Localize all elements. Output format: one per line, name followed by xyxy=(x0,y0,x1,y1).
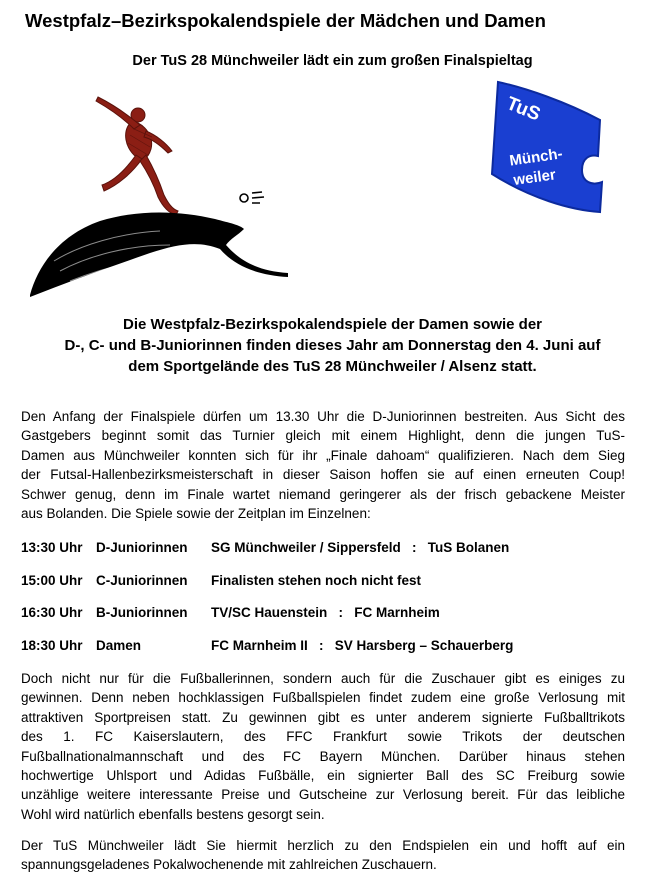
schedule-match: SG Münchweiler / Sippersfeld : TuS Bolanen xyxy=(211,540,510,555)
schedule-time: 18:30 Uhr xyxy=(21,638,83,653)
logo-text-muench: Münch- xyxy=(508,145,564,170)
logo-text-weiler: weiler xyxy=(512,166,557,190)
prizes-line: Fußballnationalmannschaft und des FC Bayern München. Darüber hinaus stehen xyxy=(21,748,625,764)
announcement xyxy=(0,314,665,377)
schedule-team: D-Juniorinnen xyxy=(96,540,188,555)
schedule-match: FC Marnheim II : SV Harsberg – Schauerberg xyxy=(211,638,514,653)
schedule-time: 16:30 Uhr xyxy=(21,605,83,620)
intro-line: Den Anfang der Finalspiele dürfen um 13.30 Uhr die D-Juniorinnen bestreiten. Aus Sicht des xyxy=(21,409,625,424)
intro-line: der Futsal-Hallenbezirksmeisterschaft in dieser Saison hoffen sie auf einen erneuten Coup! xyxy=(21,467,625,483)
logo-text-tus: TuS xyxy=(503,93,544,126)
prizes-line: Wohl wird natürlich ebenfalls bestens gesorgt sein. xyxy=(21,806,325,822)
intro-line: Damen aus Münchweiler konnten sich für ihr „Finale dahoam“ qualifizieren. Nach dem Sieg xyxy=(21,447,625,463)
schedule-row xyxy=(21,638,641,656)
club-logo xyxy=(486,78,604,216)
schedule-time: 15:00 Uhr xyxy=(21,573,83,588)
prizes-line: des 1. FC Kaiserslautern, des FFC Frankfurt sowie Trikots der deutschen xyxy=(21,729,625,745)
closing-line: spannungsgeladenes Pokalwochenende mit zahlreichen Zuschauern. xyxy=(21,857,437,873)
intro-line: aus Bolanden. Die Spiele sowie der Zeitplan im Einzelnen: xyxy=(21,505,371,521)
intro-line: Gastgebers beginnt somit das Turnier gleich mit einem Highlight, denn die jungen TuS- xyxy=(21,428,625,444)
schedule-row xyxy=(21,573,641,591)
schedule-match: Finalisten stehen noch nicht fest xyxy=(211,573,422,588)
prizes-paragraph xyxy=(21,669,625,824)
closing-line: Der TuS Münchweiler lädt Sie hiermit herzlich zu den Endspielen ein und hofft auf ein xyxy=(21,838,625,853)
schedule-time: 13:30 Uhr xyxy=(21,540,83,555)
schedule-row xyxy=(21,540,641,558)
prizes-line: hochwertige Uhlsport und Adidas Fußbälle, ein signierter Ball des SC Freiburg sowie xyxy=(21,767,625,783)
intro-line: Schwer genug, denn im Finale wartet niemand geringerer als der frisch gebackene Meister xyxy=(21,486,625,502)
schedule-row xyxy=(21,605,641,623)
page-title: Westpfalz–Bezirkspokalendspiele der Mädchen und Damen xyxy=(25,10,546,31)
schedule-team: C-Juniorinnen xyxy=(96,573,188,588)
closing-paragraph xyxy=(21,836,625,875)
prizes-line: unzählige weitere interessante Preise und Gutscheine zur Verlosung bereit. Für das leibliche xyxy=(21,787,625,803)
schedule-match: TV/SC Hauenstein : FC Marnheim xyxy=(211,605,440,620)
announcement-line: dem Sportgelände des TuS 28 Münchweiler / Alsenz statt. xyxy=(128,358,537,375)
page-subtitle: Der TuS 28 Münchweiler lädt ein zum großen Finalspieltag xyxy=(132,53,533,69)
prizes-line: Doch nicht nur für die Fußballerinnen, sondern auch für die Zuschauer gibt es einiges zu xyxy=(21,671,625,686)
prizes-line: attraktiven Sportpreisen statt. Zu gewinnen gibt es unter anderem signierte Fußballtrikots xyxy=(21,709,625,725)
announcement-line: D-, C- und B-Juniorinnen finden dieses Jahr am Donnerstag den 4. Juni auf xyxy=(64,337,601,354)
intro-paragraph xyxy=(21,407,625,523)
player-illustration xyxy=(30,85,290,300)
prizes-line: gewinnen. Denn neben hochklassigen Fußballspielen findet zudem eine große Verlosung mit xyxy=(21,690,625,706)
schedule-team: B-Juniorinnen xyxy=(96,605,188,620)
announcement-line: Die Westpfalz-Bezirkspokalendspiele der Damen sowie der xyxy=(122,316,543,333)
schedule-team: Damen xyxy=(96,638,142,653)
